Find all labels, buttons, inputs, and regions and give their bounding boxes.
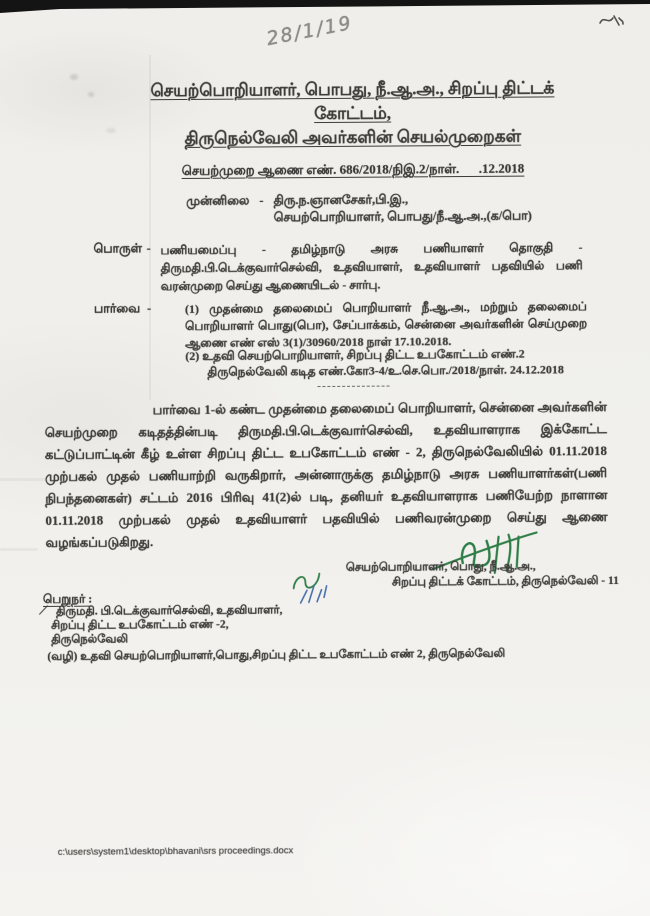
recipient-checkmark: ∕ xyxy=(41,602,46,620)
countersign-scribble xyxy=(285,562,342,616)
subject-dash: - xyxy=(146,241,151,256)
reference-end-rule xyxy=(317,386,389,388)
signature-designation-line-2: சிறப்பு திட்டக் கோட்டம், திருநெல்வேலி - 11 xyxy=(391,574,619,589)
handwritten-date: 28/1/19 xyxy=(264,11,355,51)
signature-designation-line-1: செயற்பொறியாளர், பொது, நீ.ஆ.அ., xyxy=(345,560,536,574)
title-line-2: கோட்டம், xyxy=(314,103,392,124)
reference-item-2-line-2: திருநெல்வேலி கடித எண்.கோ3-4/உ.செ.பொ./2018/நாள். 24.12.2018 xyxy=(207,362,564,379)
presence-block xyxy=(186,191,532,227)
title-line-1: செயற்பொறியாளர், பொபது, நீ.ஆ.அ., சிறப்பு திட்டக் xyxy=(150,78,555,101)
title-line-3: திருநெல்வேலி அவர்களின் செயல்முறைகள் xyxy=(184,126,522,148)
order-paragraph: பார்வை 1-ல் கண்ட முதன்மை தலைமைப் பொறியாளர், சென்னை அவர்களின் செயற்முறை கடிதத்தின்படி திருமதி.பி.டெக்குவார்செல்வி, உதவியாளராக இக்கோட்ட கட்டுப்பாட்டின் கீழ் உள்ள சிறப்பு திட்ட உபகோட்டம் எண் - 2, திருநெல்வேலியில் 01.11.2018 முற்பகல் முதல் பணியாற்றி வருகிறார், அன்னாருக்கு தமிழ்நாடு அரசு பணியாளர்கள்(பணி நிபந்தனைகள்) சட்டம் 2016 பிரிவு 41(2)ல் படி, தனியர் உதவியாளராக பணியேற்ற நாளான 01.11.2018 முற்பகல் முதல் உதவியாளர் பதவியில் பணிவரன்முறை செய்து ஆணை வழங்கப்படுகிறது. xyxy=(44,399,608,550)
order-number-line: செயற்முறை ஆணை எண். 686/2018/நிஇ.2/நாள். .12.2018 xyxy=(181,160,525,178)
reference-dash: - xyxy=(146,301,152,316)
recipient-label: பெறுநர் : xyxy=(42,591,93,606)
presence-officer-name: திரு.ந.ஞானசேகர்,பி.இ., xyxy=(273,192,409,208)
presence-dash: - xyxy=(259,193,264,208)
subject-label: பொருள் xyxy=(93,241,143,256)
subject-text: பணியமைப்பு - தமிழ்நாடு அரசு பணியாளர் தொகுதி - திருமதி.பி.டெக்குவார்செல்வி, உதவியாளர், உதவியாளர் பதவியில் பணி வரன்முறை செய்து ஆணையிடல் - சார்பு. xyxy=(160,240,583,294)
reference-item-2-line-1: (2) உதவி செயற்பொறியாளர், சிறப்பு திட்ட உபகோட்டம் எண்.2 xyxy=(185,346,525,363)
recipient-copy-line: (வழி) உதவி செயற்பொறியாளர்,பொது,சிறப்பு திட்ட உபகோட்டம் எண் 2, திருநெல்வேலி xyxy=(47,647,506,663)
document-file-path: c:\users\system1\desktop\bhavani\srs proceedings.docx xyxy=(57,845,294,858)
recipient-line-1: திருமதி. பி.டெக்குவார்செல்வி, உதவியாளர், xyxy=(56,604,283,618)
recipient-line-2: சிறப்பு திட்ட உபகோட்டம் எண் -2, xyxy=(51,618,229,632)
reference-item-1: (1) முதன்மை தலைமைப் பொறியாளர் நீ.ஆ.அ., மற்றும் தலைமைப் பொறியாளர் பொது(பொ), சேப்பாக்கம், சென்னை அவர்களின் செய்முறை ஆணை எண் எஸ் 3(1)/30960/2018 நாள் 17.10.2018. xyxy=(184,299,588,350)
recipient-line-3: திருநெல்வேலி xyxy=(51,633,129,646)
presence-label: முன்னிலை xyxy=(186,193,250,208)
presence-officer-designation: செயற்பொறியாளர், பொபது/நீ.ஆ.அ.,(க/பொ) xyxy=(273,208,532,225)
document-title xyxy=(102,76,602,151)
reference-label: பார்வை xyxy=(93,301,141,316)
